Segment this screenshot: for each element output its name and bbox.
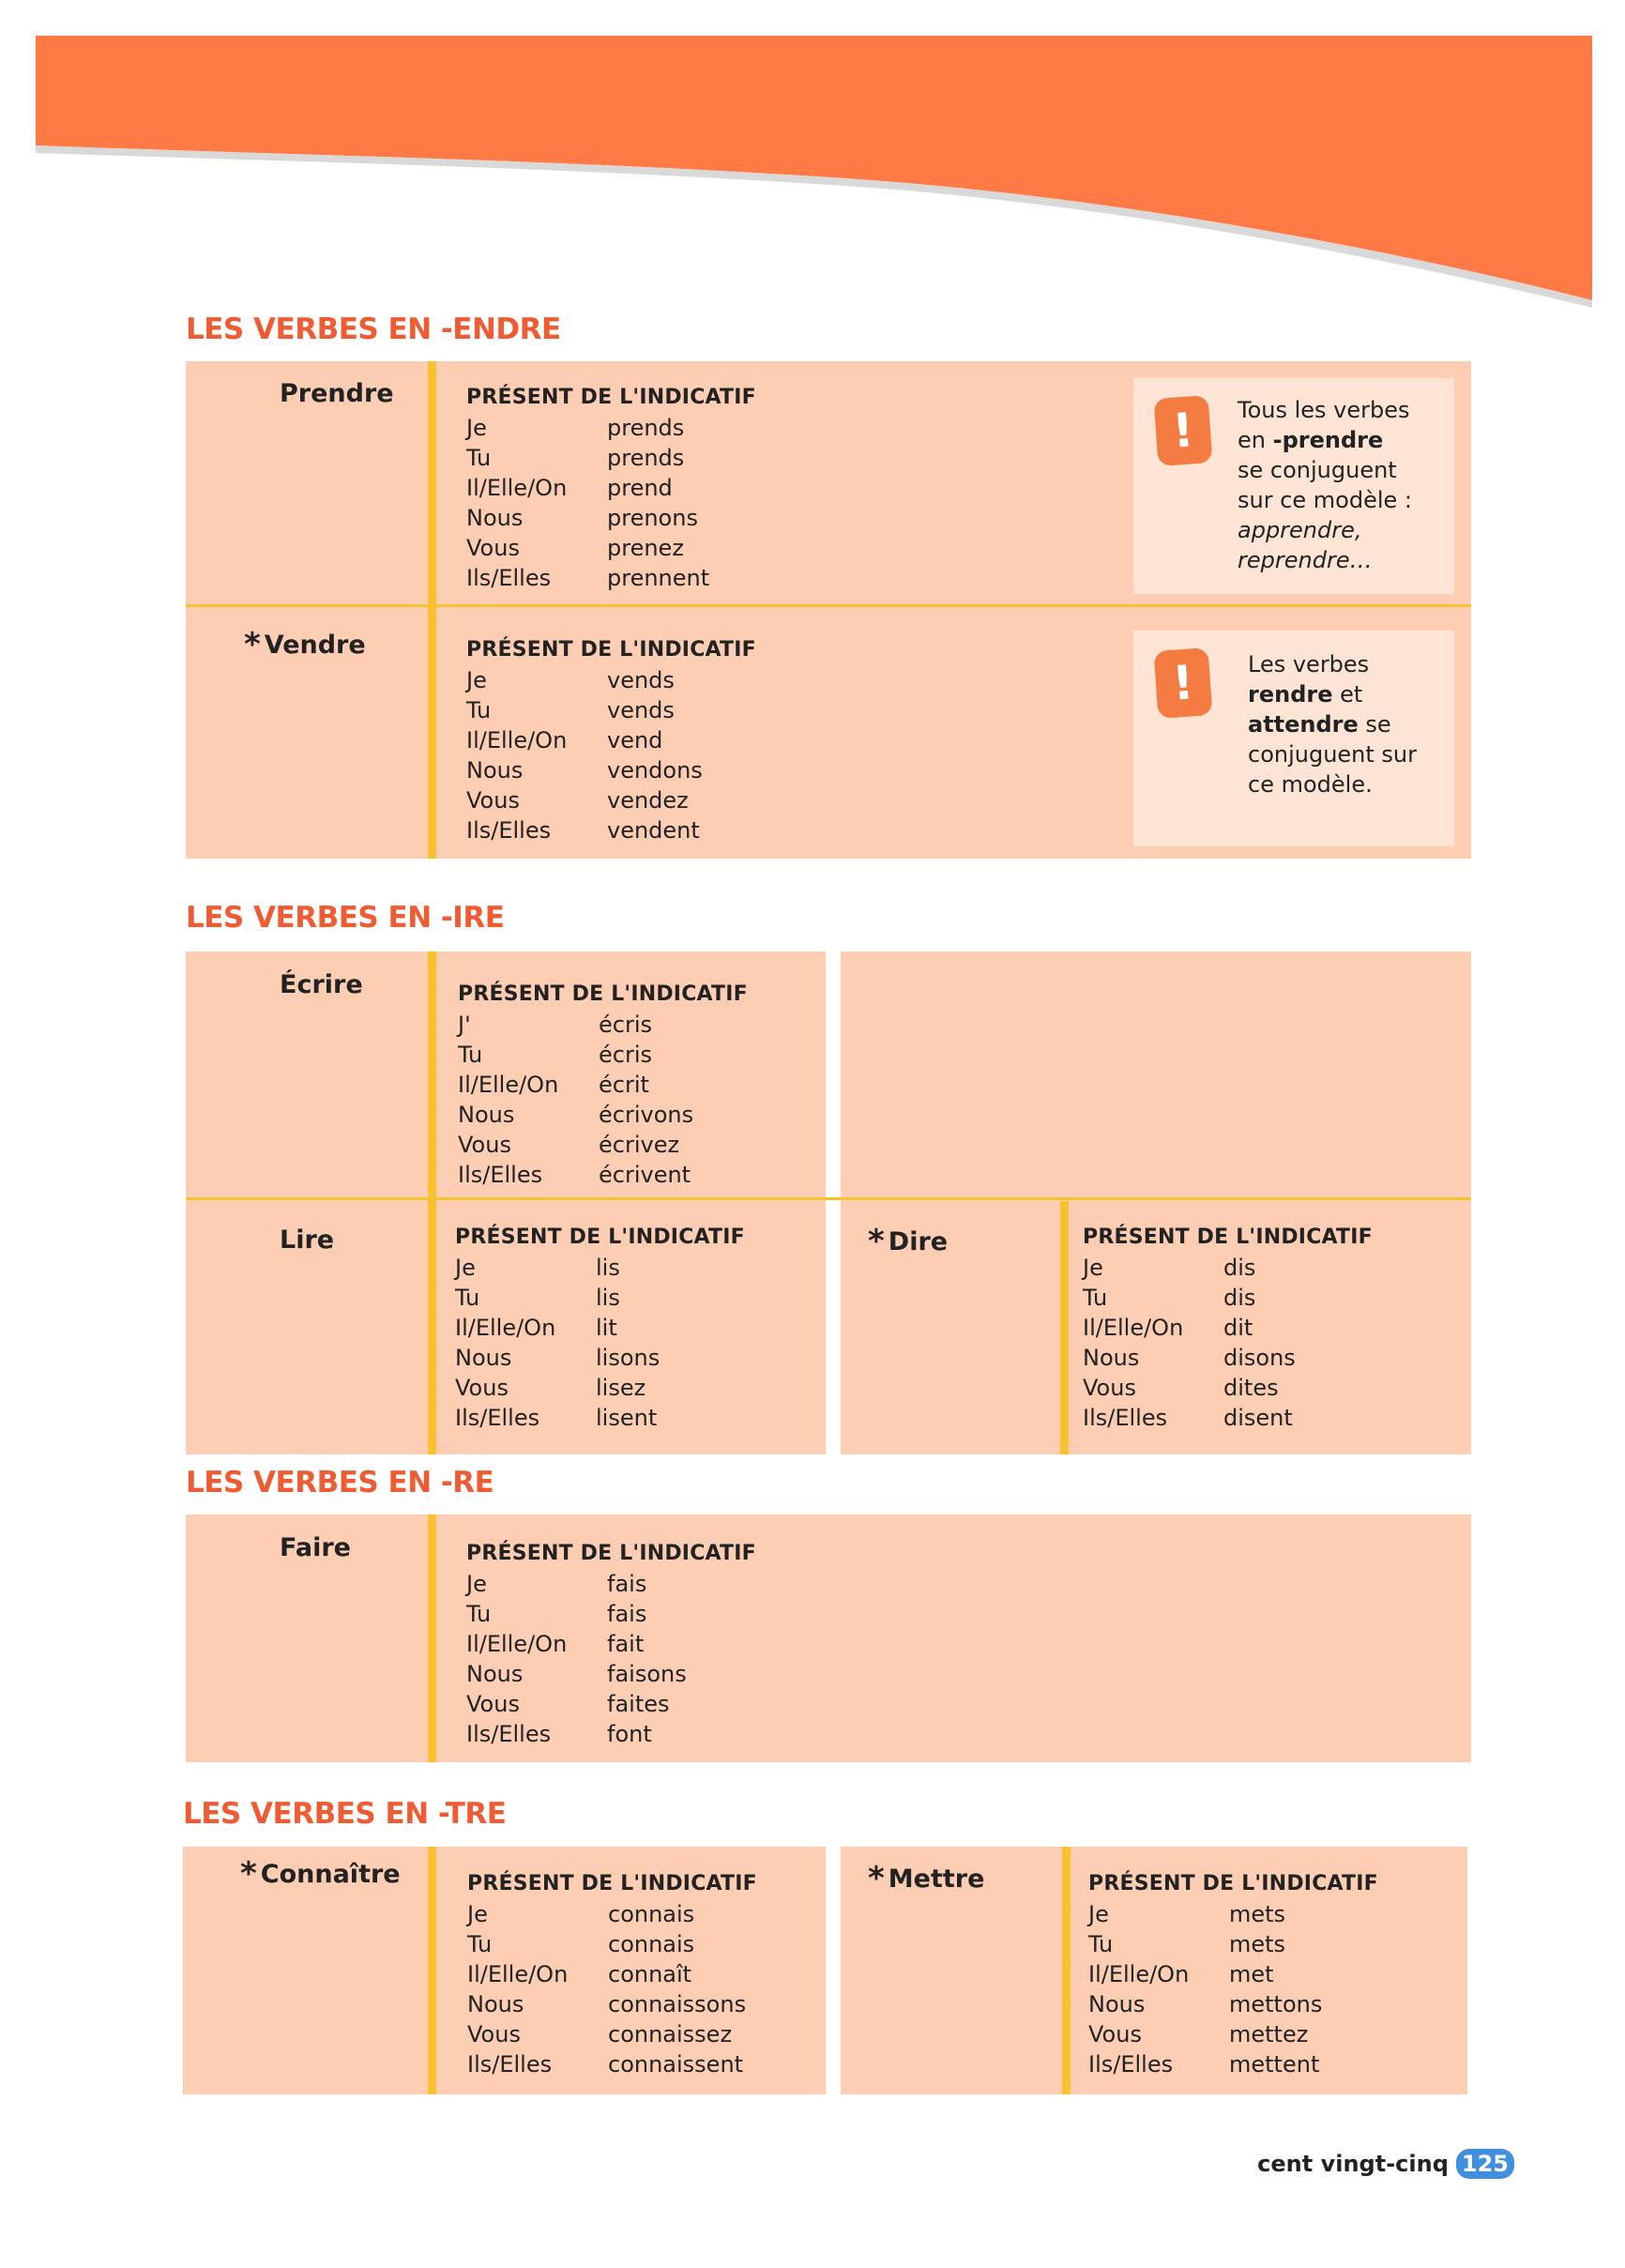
conjugation-title: PRÉSENT DE L'INDICATIF <box>466 638 756 662</box>
divider-bar <box>428 1515 436 1762</box>
page-footer <box>1257 2149 1514 2179</box>
conj-row: Il/Elle/On met <box>1088 1961 1274 1987</box>
verb-name-mettre: * Mettre <box>868 1860 985 1897</box>
conj-row: Nous écrivons <box>458 1102 694 1128</box>
note-prendre: ! Tous les verbes en -prendre se conjuguent sur ce modèle : apprendre, reprendre… <box>1133 378 1454 594</box>
conj-row: Je dis <box>1083 1255 1256 1281</box>
conj-row: Ils/Elles prennent <box>466 565 710 591</box>
conj-row: Nous faisons <box>466 1661 687 1687</box>
asterisk-icon: * <box>240 1855 257 1893</box>
conj-row: Tu fais <box>466 1601 647 1627</box>
conj-row: Il/Elle/On lit <box>455 1315 617 1341</box>
conj-row: Vous lisez <box>455 1375 646 1401</box>
verb-name-prendre: Prendre <box>280 379 394 408</box>
conj-row: Tu lis <box>455 1285 620 1311</box>
conj-row: Vous vendez <box>466 787 689 814</box>
conj-row: Il/Elle/On dit <box>1083 1315 1253 1341</box>
conj-row: Ils/Elles écrivent <box>458 1162 691 1188</box>
panel-re <box>186 1515 1471 1762</box>
conjugation-title: PRÉSENT DE L'INDICATIF <box>467 1872 757 1895</box>
conj-row: Il/Elle/On connaît <box>467 1961 692 1987</box>
conj-row: Je connais <box>467 1901 695 1927</box>
divider-line <box>186 604 1471 607</box>
verb-name-vendre: * Vendre <box>244 626 366 663</box>
asterisk-icon: * <box>244 626 261 663</box>
conj-row: Vous faites <box>466 1691 670 1717</box>
conjugation-prendre <box>466 383 756 593</box>
conj-row: Tu écris <box>458 1042 652 1068</box>
conj-row: Ils/Elles disent <box>1083 1405 1293 1431</box>
divider-bar <box>1060 1201 1069 1454</box>
conj-row: Tu mets <box>1088 1931 1286 1957</box>
conj-row: Ils/Elles vendent <box>466 817 700 844</box>
verb-name-dire: * Dire <box>868 1223 949 1260</box>
conj-row: Vous prenez <box>466 535 684 561</box>
conjugation-title: PRÉSENT DE L'INDICATIF <box>466 1542 756 1565</box>
conj-row: Nous prenons <box>466 505 698 531</box>
asterisk-icon: * <box>868 1860 885 1897</box>
conjugation-title: PRÉSENT DE L'INDICATIF <box>1083 1225 1373 1249</box>
conjugation-mettre <box>1088 1869 1378 2079</box>
conjugation-faire <box>466 1539 756 1749</box>
conjugation-title: PRÉSENT DE L'INDICATIF <box>1088 1872 1378 1895</box>
divider-line <box>186 1197 1471 1200</box>
divider-bar <box>428 361 436 859</box>
exclamation-icon: ! <box>1154 395 1213 466</box>
divider-bar <box>1062 1847 1071 2094</box>
verb-name-ecrire: Écrire <box>280 970 363 999</box>
exclamation-icon: ! <box>1154 647 1213 719</box>
note-vendre: ! Les verbes rendre et attendre se conjuguent sur ce modèle. <box>1133 631 1454 846</box>
section-title-ire: LES VERBES EN -IRE <box>186 901 505 935</box>
conj-row: Tu connais <box>467 1931 695 1957</box>
conj-row: Ils/Elles lisent <box>455 1405 658 1431</box>
conj-row: Nous disons <box>1083 1345 1296 1371</box>
conj-row: Je lis <box>455 1255 620 1281</box>
page-number-words: cent vingt-cinq <box>1257 2151 1449 2177</box>
conj-row: Ils/Elles mettent <box>1088 2051 1320 2078</box>
conj-row: Il/Elle/On écrit <box>458 1072 649 1098</box>
conj-row: Vous connaissez <box>467 2021 733 2047</box>
conj-row: Je prends <box>466 415 685 441</box>
section-title-endre: LES VERBES EN -ENDRE <box>186 312 561 346</box>
asterisk-icon: * <box>868 1223 885 1260</box>
conjugation-dire <box>1083 1223 1373 1433</box>
conj-row: Tu prends <box>466 445 685 471</box>
conjugation-title: PRÉSENT DE L'INDICATIF <box>466 386 756 409</box>
conjugation-vendre <box>466 635 756 845</box>
conj-row: Tu vends <box>466 697 675 723</box>
conjugation-title: PRÉSENT DE L'INDICATIF <box>458 982 748 1006</box>
conj-row: Il/Elle/On prend <box>466 475 673 501</box>
divider-bar <box>428 951 436 1454</box>
section-title-tre: LES VERBES EN -TRE <box>183 1797 507 1831</box>
conj-row: J' écris <box>458 1012 652 1038</box>
conj-row: Vous dites <box>1083 1375 1279 1401</box>
conj-row: Nous vendons <box>466 757 703 784</box>
divider-bar <box>428 1847 436 2094</box>
conjugation-ecrire <box>458 980 748 1190</box>
conj-row: Tu dis <box>1083 1285 1256 1311</box>
conjugation-connaitre <box>467 1869 757 2079</box>
header-banner <box>0 0 1625 319</box>
conj-row: Vous écrivez <box>458 1132 680 1158</box>
conj-row: Ils/Elles font <box>466 1721 652 1747</box>
conj-row: Ils/Elles connaissent <box>467 2051 744 2078</box>
conj-row: Nous lisons <box>455 1345 661 1371</box>
verb-name-faire: Faire <box>280 1533 351 1562</box>
conjugation-lire <box>455 1223 745 1433</box>
conj-row: Nous connaissons <box>467 1991 747 2017</box>
page-number-badge: 125 <box>1456 2149 1514 2179</box>
conj-row: Je vends <box>466 667 675 693</box>
conj-row: Il/Elle/On vend <box>466 727 663 753</box>
conj-row: Je fais <box>466 1571 647 1597</box>
verb-name-lire: Lire <box>280 1225 335 1255</box>
section-title-re: LES VERBES EN -RE <box>186 1466 494 1499</box>
conj-row: Vous mettez <box>1088 2021 1309 2047</box>
conj-row: Je mets <box>1088 1901 1286 1927</box>
conj-row: Nous mettons <box>1088 1991 1323 2017</box>
conj-row: Il/Elle/On fait <box>466 1631 645 1657</box>
verb-name-connaitre: * Connaître <box>240 1855 401 1893</box>
conjugation-title: PRÉSENT DE L'INDICATIF <box>455 1225 745 1249</box>
